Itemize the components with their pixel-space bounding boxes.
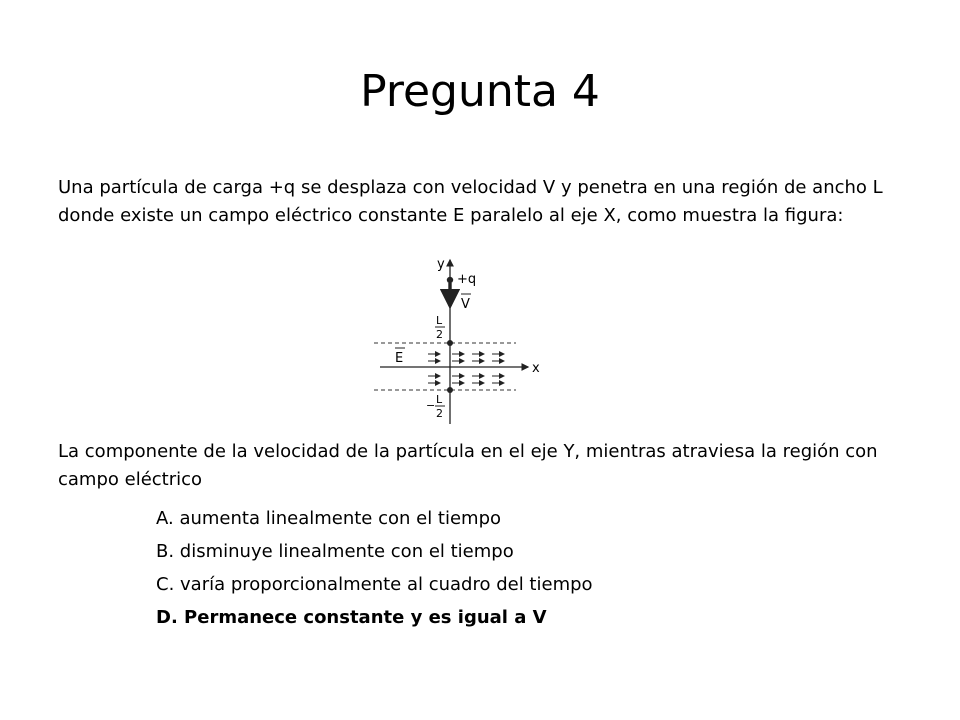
lower-minus-sign: −: [426, 399, 436, 412]
upper-boundary-dot: [447, 340, 453, 346]
slide-title: Pregunta 4: [360, 66, 600, 117]
velocity-label: V: [461, 297, 470, 312]
question-text: La componente de la velocidad de la partícula en el eje Y, mientras atraviesa la región con campo eléctrico: [58, 441, 878, 490]
lower-two-label: 2: [436, 407, 443, 420]
charge-dot: [447, 277, 453, 283]
problem-statement: Una partícula de carga +q se desplaza con velocidad V y penetra en una región de ancho L donde existe un campo eléctrico constante E paralelo al eje X, como muestra la figura:: [58, 177, 883, 226]
option-c: C. varía proporcionalmente al cuadro del tiempo: [156, 574, 593, 595]
x-axis-label: x: [532, 361, 540, 376]
option-d-answer: D. Permanece constante y es igual a V: [156, 607, 547, 628]
lower-boundary-dot: [447, 387, 453, 393]
option-b: B. disminuye linealmente con el tiempo: [156, 541, 514, 562]
y-axis-label: y: [437, 257, 445, 272]
charge-label: +q: [457, 272, 477, 287]
lower-l-label: L: [436, 393, 443, 406]
field-arrows: [428, 354, 504, 383]
upper-two-label: 2: [436, 328, 443, 341]
electric-field-diagram: [366, 252, 556, 428]
upper-l-label: L: [436, 314, 443, 327]
option-a: A. aumenta linealmente con el tiempo: [156, 508, 502, 529]
field-label: E: [395, 351, 404, 366]
